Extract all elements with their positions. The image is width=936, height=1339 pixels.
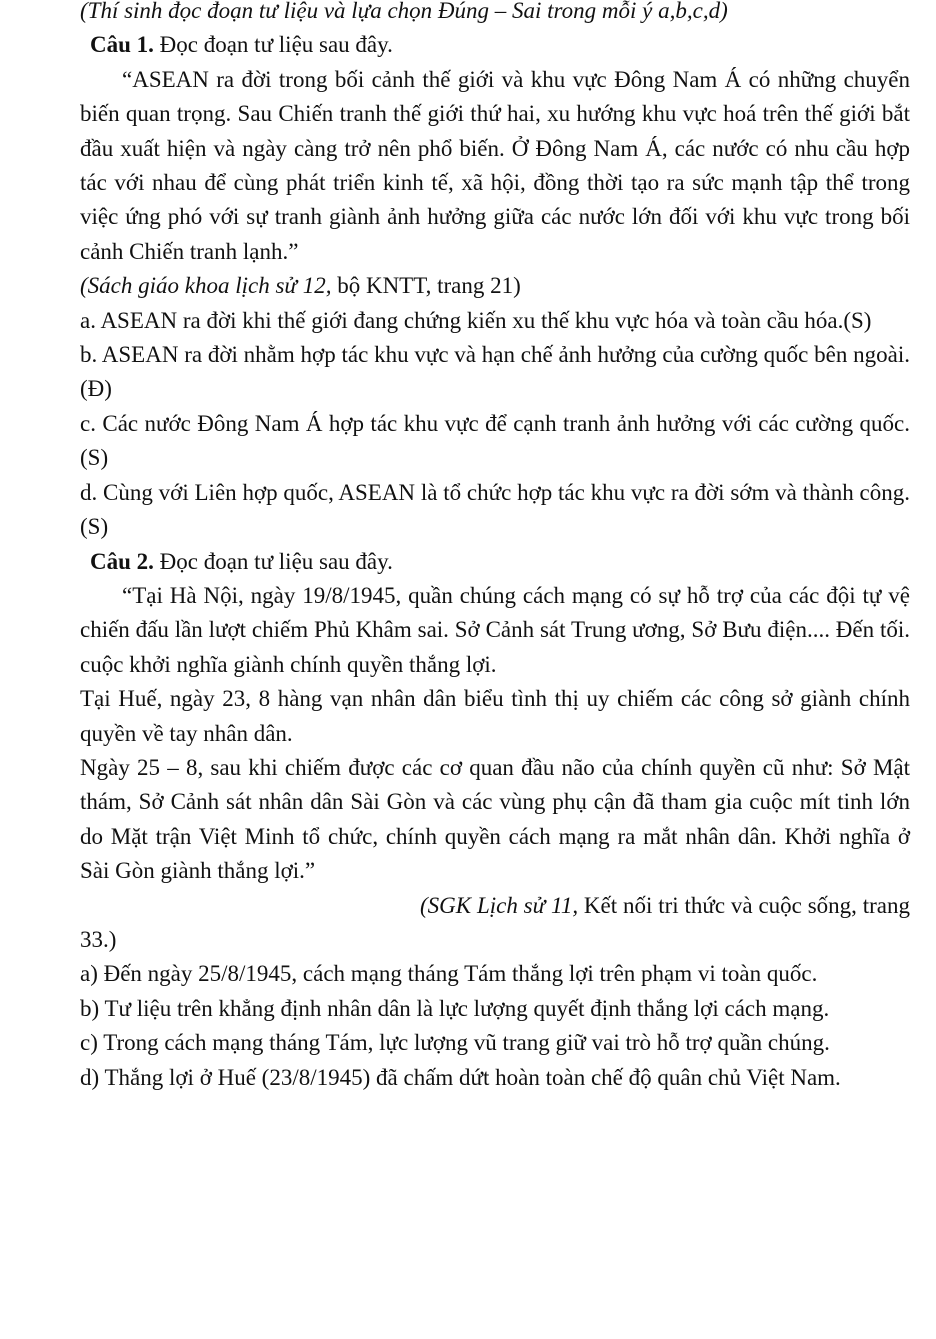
question-1-statement-a: a. ASEAN ra đời khi thế giới đang chứng kiến xu thế khu vực hóa và toàn cầu hóa.(S) bbox=[80, 307, 872, 333]
question-2-statement-a: a) Đến ngày 25/8/1945, cách mạng tháng Tám thắng lợi trên phạm vi toàn quốc. bbox=[80, 961, 818, 987]
question-1-quote: “ASEAN ra đời trong bối cảnh thế giới và khu vực Đông Nam Á có những chuyển biến quan trọng. Sau Chiến tranh thế giới thứ hai, xu hướng khu vực hoá trên thế giới bắt đầu xuất hiện và ngày càng trở nên phổ biến. Ở Đông Nam Á, các nước có nhu cầu hợp tác với nhau để cùng phát triển kinh tế, xã hội, đồng thời tạo ra sức mạnh tập thể trong việc ứng phó với sự tranh giành ảnh hưởng giữa các nước lớn đối với khu vực trong bối cảnh Chiến tranh lạnh.” bbox=[80, 66, 910, 264]
question-2-quote-hue: Tại Huế, ngày 23, 8 hàng vạn nhân dân biểu tình thị uy chiếm các công sở giành chính quyền về tay nhân dân. bbox=[80, 686, 910, 746]
question-1-title bbox=[80, 28, 910, 62]
question-2-statement-c: c) Trong cách mạng tháng Tám, lực lượng vũ trang giữ vai trò hỗ trợ quần chúng. bbox=[80, 1030, 830, 1056]
question-2-quote-hanoi: “Tại Hà Nội, ngày 19/8/1945, quần chúng cách mạng có sự hỗ trợ của các đội tự vệ chiến đấu lần lượt chiếm Phủ Khâm sai. Sở Cảnh sát Trung ương, Sở Bưu điện.... Đến tối. cuộc khởi nghĩa giành chính quyền thắng lợi. bbox=[80, 582, 910, 677]
question-1-statement-d: d. Cùng với Liên hợp quốc, ASEAN là tổ chức hợp tác khu vực ra đời sớm và thành công.(S) bbox=[80, 479, 910, 540]
document-page bbox=[80, 0, 910, 1095]
question-2-label: Câu 2. bbox=[90, 548, 154, 574]
question-2-statement-d: d) Thắng lợi ở Huế (23/8/1945) đã chấm dứt hoàn toàn chế độ quân chủ Việt Nam. bbox=[80, 1064, 841, 1090]
question-1-source bbox=[80, 269, 910, 303]
question-1-statement-b: b. ASEAN ra đời nhằm hợp tác khu vực và hạn chế ảnh hưởng của cường quốc bên ngoài.(Đ) bbox=[80, 342, 910, 402]
question-2-title bbox=[80, 545, 910, 579]
question-2-source-detail: Kết nối tri thức và cuộc sống, trang 33.) bbox=[80, 892, 911, 952]
question-1-prompt: Đọc đoạn tư liệu sau đây. bbox=[153, 32, 393, 58]
question-2-prompt: Đọc đoạn tư liệu sau đây. bbox=[153, 548, 393, 574]
question-1-statement-c: c. Các nước Đông Nam Á hợp tác khu vực để cạnh tranh ảnh hưởng với các cường quốc.(S) bbox=[80, 410, 910, 471]
question-2-quote-saigon: Ngày 25 – 8, sau khi chiếm được các cơ quan đầu não của chính quyền cũ như: Sở Mật thám, Sở Cảnh sát nhân dân Sài Gòn và các vùng phụ cận đã tham gia cuộc mít tinh lớn do Mặt trận Việt Minh tổ chức, chính quyền cách mạng ra mắt nhân dân. Khởi nghĩa ở Sài Gòn giành thắng lợi.” bbox=[80, 754, 910, 884]
question-2-source-title: (SGK Lịch sử 11, bbox=[420, 892, 579, 918]
question-1-label: Câu 1. bbox=[90, 32, 154, 58]
question-2-statement-b: b) Tư liệu trên khẳng định nhân dân là lực lượng quyết định thắng lợi cách mạng. bbox=[80, 995, 830, 1021]
question-1-source-detail: bộ KNTT, trang 21) bbox=[331, 273, 521, 299]
instruction-header: (Thí sinh đọc đoạn tư liệu và lựa chọn Đúng – Sai trong mỗi ý a,b,c,d) bbox=[80, 0, 728, 23]
question-2-source bbox=[80, 889, 910, 958]
question-1-source-title: (Sách giáo khoa lịch sử 12, bbox=[80, 273, 332, 299]
